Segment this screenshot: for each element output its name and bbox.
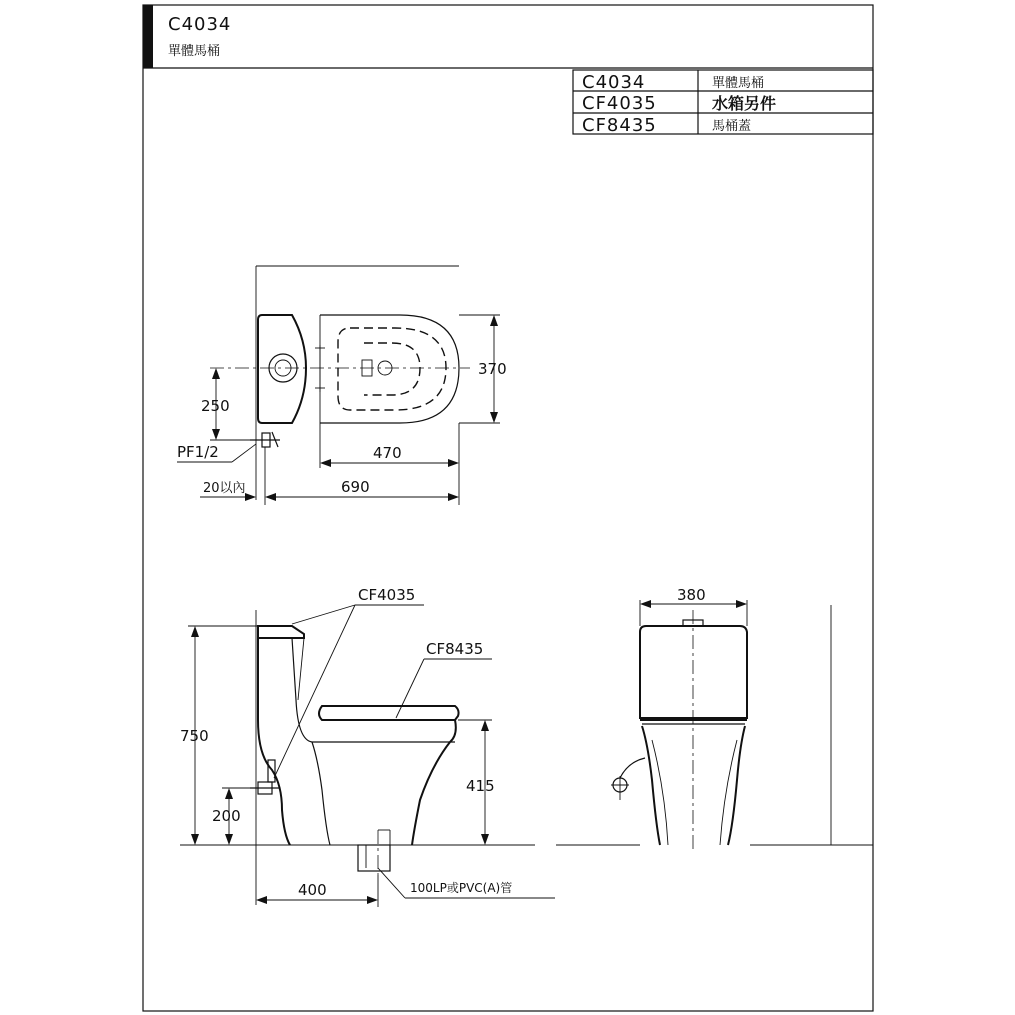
dim-side-height: 750 — [180, 727, 209, 745]
top-tank-outline — [258, 315, 306, 423]
front-tank-outline — [640, 626, 747, 718]
dim-top-width: 370 — [478, 360, 507, 378]
title-name: 單體馬桶 — [168, 44, 221, 59]
front-pedestal — [642, 726, 660, 845]
title-model: C4034 — [168, 14, 232, 35]
dim-inlet-height: 200 — [212, 807, 241, 825]
top-view — [177, 266, 507, 505]
callout-drain-pipe: 100LP或PVC(A)管 — [410, 881, 513, 895]
front-view — [556, 586, 873, 852]
parts-code-1: C4034 — [582, 72, 646, 93]
parts-code-3: CF8435 — [582, 115, 657, 136]
title-bar — [143, 5, 153, 68]
side-drain-pipe — [358, 830, 390, 875]
dim-wall-gap: 20以內 — [203, 481, 246, 496]
side-view — [180, 586, 555, 907]
callout-tank-parts: CF4035 — [358, 586, 416, 604]
dim-front-width: 380 — [677, 586, 706, 604]
parts-code-2: CF4035 — [582, 93, 657, 114]
label-inlet-spec: PF1/2 — [177, 443, 219, 461]
dim-top-bowl-length: 470 — [373, 444, 402, 462]
callout-seat-cover: CF8435 — [426, 640, 484, 658]
side-body-outline — [258, 638, 290, 845]
parts-desc-1: 單體馬桶 — [712, 76, 765, 91]
dim-top-total-length: 690 — [341, 478, 370, 496]
dim-top-inlet-offset: 250 — [201, 397, 230, 415]
parts-desc-3: 馬桶蓋 — [712, 119, 752, 134]
sheet-border — [143, 5, 873, 1011]
parts-desc-2: 水箱另件 — [712, 94, 777, 113]
parts-table — [573, 70, 873, 136]
dim-drain-offset: 400 — [298, 881, 327, 899]
dim-seat-height: 415 — [466, 777, 495, 795]
side-seat — [319, 706, 459, 720]
